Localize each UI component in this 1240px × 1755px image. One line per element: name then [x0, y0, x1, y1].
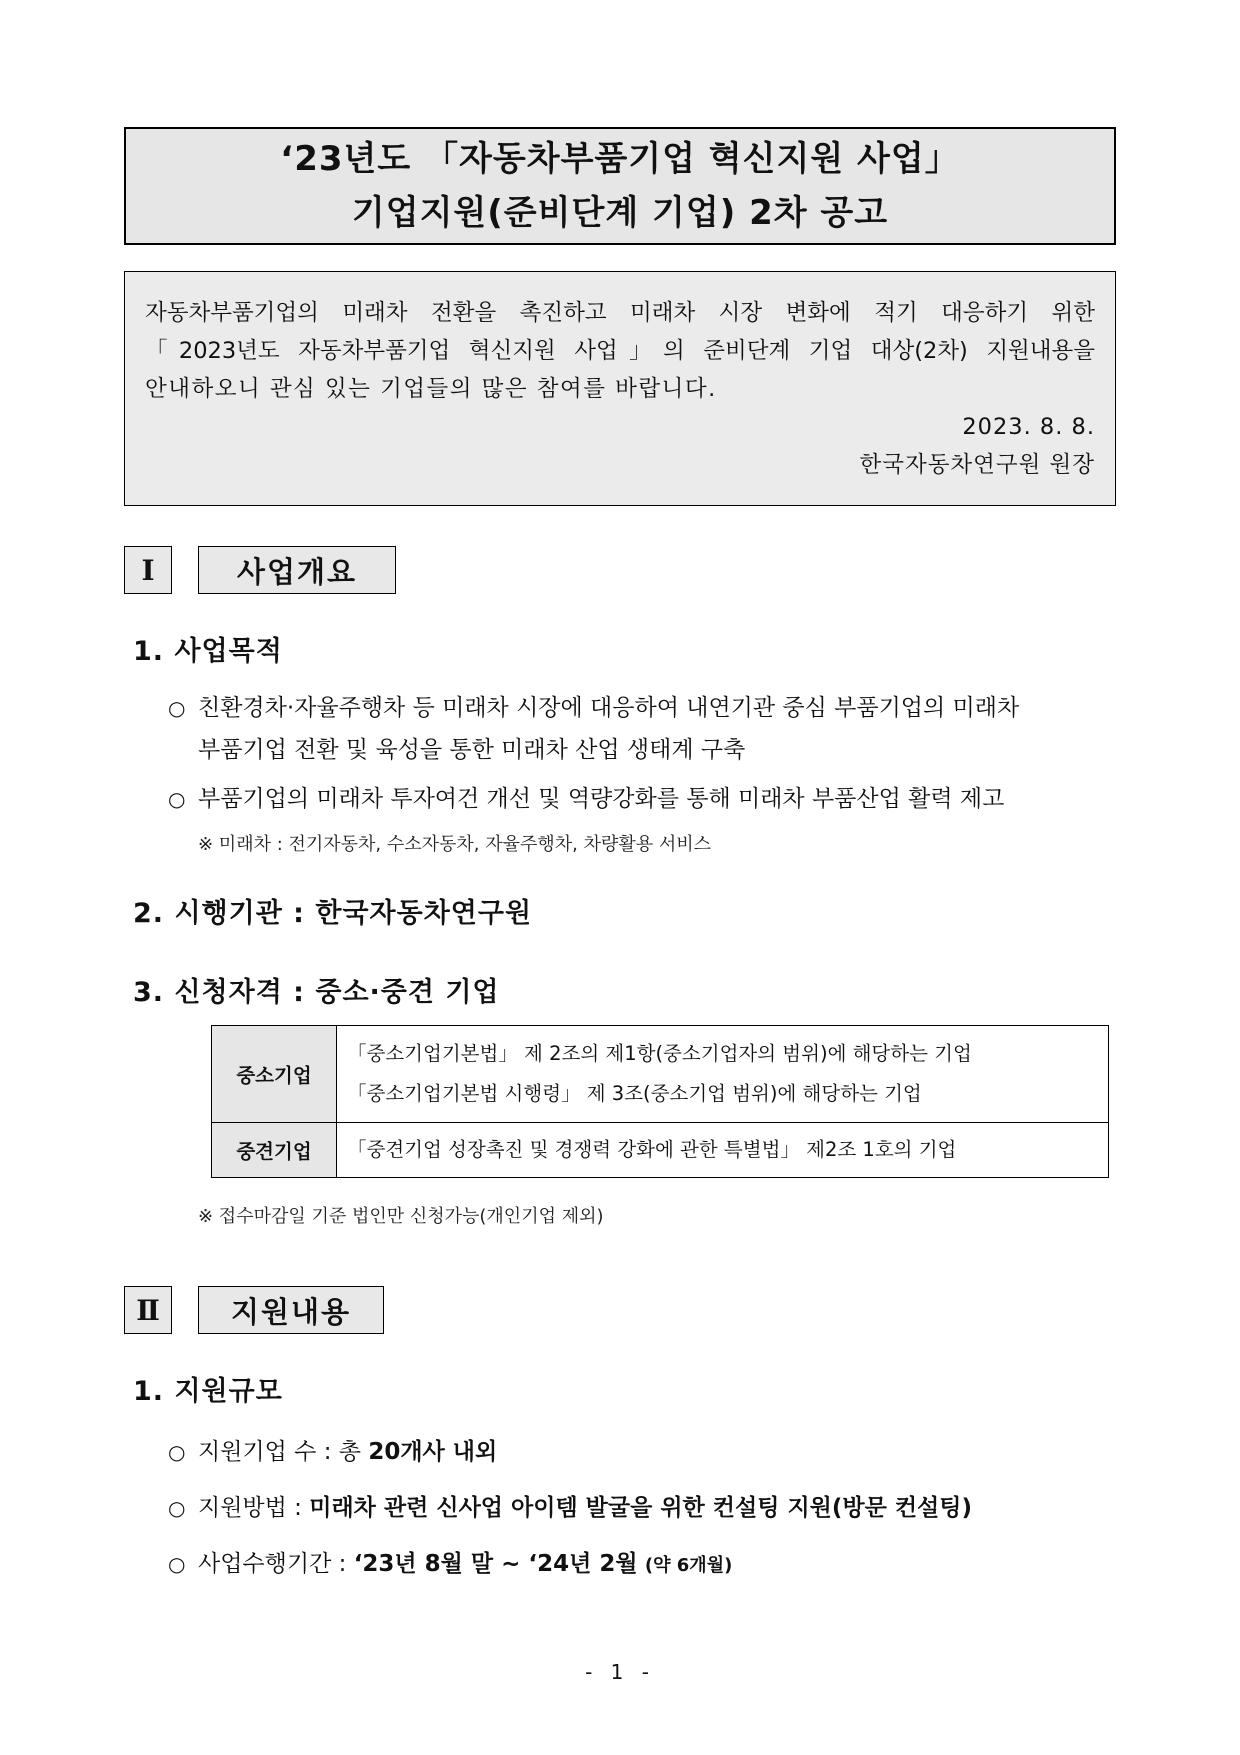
eligibility-desc-midsize [337, 1123, 1109, 1178]
document-title-box [124, 127, 1116, 245]
eligibility-type-sme: 중소기업 [212, 1026, 337, 1123]
purpose-bullet-1 [168, 688, 1019, 728]
eligibility-sme-line-2: 「중소기업기본법 시행령」 제 3조(중소기업 범위)에 해당하는 기업 [347, 1082, 922, 1105]
agency-heading: 2. 시행기관 : 한국자동차연구원 [133, 898, 533, 929]
purpose-bullet-2 [168, 779, 1004, 819]
table-row [212, 1123, 1109, 1178]
support-item-3-value: ‘23년 8월 말 ~ ‘24년 2월 [353, 1551, 638, 1577]
support-item-2-label: 지원방법 : [198, 1495, 310, 1521]
purpose-bullet-2-line-1: 부품기업의 미래차 투자여건 개선 및 역량강화를 통해 미래차 부품산업 활력 제고 [198, 786, 1005, 812]
section-2-title: 지원내용 [198, 1286, 384, 1334]
support-item-1-label: 지원기업 수 : 총 [198, 1439, 369, 1465]
bullet-circle-icon: ○ [168, 787, 186, 811]
document-title-line-1: ‘23년도 「자동차부품기업 혁신지원 사업」 [280, 139, 960, 179]
eligibility-note: ※ 접수마감일 기준 법인만 신청가능(개인기업 제외) [198, 1206, 604, 1227]
purpose-note: ※ 미래차 : 전기자동차, 수소자동차, 자율주행차, 차량활용 서비스 [198, 834, 712, 855]
support-item-3-label: 사업수행기간 : [198, 1551, 354, 1577]
notice-issuer: 한국자동차연구원 원장 [859, 452, 1095, 478]
support-item-3 [168, 1544, 732, 1586]
bullet-circle-icon: ○ [168, 1552, 186, 1576]
scale-heading: 1. 지원규모 [133, 1376, 283, 1407]
section-1-title: 사업개요 [198, 546, 396, 594]
notice-line-1: 자동차부품기업의 미래차 전환을 촉진하고 미래차 시장 변화에 적기 대응하기 위한 [145, 300, 1095, 326]
support-item-3-suffix: (약 6개월) [644, 1555, 733, 1576]
support-item-2 [168, 1488, 972, 1528]
bullet-circle-icon: ○ [168, 696, 186, 720]
purpose-bullet-1-line-1: 친환경차·자율주행차 등 미래차 시장에 대응하여 내연기관 중심 부품기업의 미래차 [198, 695, 1020, 721]
eligibility-midsize-line-1: 「중견기업 성장촉진 및 경쟁력 강화에 관한 특별법」 제2조 1호의 기업 [347, 1138, 957, 1161]
bullet-circle-icon: ○ [168, 1440, 186, 1464]
bullet-circle-icon: ○ [168, 1496, 186, 1520]
section-1-number: Ⅰ [124, 546, 172, 594]
purpose-bullet-1-line-2: 부품기업 전환 및 육성을 통한 미래차 산업 생태계 구축 [198, 737, 746, 763]
eligibility-type-midsize: 중견기업 [212, 1123, 337, 1178]
eligibility-sme-line-1: 「중소기업기본법」 제 2조의 제1항(중소기업자의 범위)에 해당하는 기업 [347, 1042, 972, 1065]
support-item-1-value: 20개사 내외 [368, 1439, 498, 1465]
support-item-2-value: 미래차 관련 신사업 아이템 발굴을 위한 컨설팅 지원(방문 컨설팅) [309, 1495, 973, 1521]
section-2-number: Ⅱ [124, 1286, 172, 1334]
notice-line-3: 안내하오니 관심 있는 기업들의 많은 참여를 바랍니다. [145, 376, 717, 402]
support-item-1 [168, 1432, 497, 1472]
purpose-heading: 1. 사업목적 [133, 636, 283, 667]
document-title-line-2: 기업지원(준비단계 기업) 2차 공고 [351, 193, 889, 233]
eligibility-desc-sme [337, 1026, 1109, 1123]
eligibility-table [211, 1025, 1109, 1178]
notice-date: 2023. 8. 8. [962, 414, 1095, 440]
notice-line-2: 「2023년도 자동차부품기업 혁신지원 사업」의 준비단계 기업 대상(2차) 지원내용을 [145, 338, 1095, 364]
table-row [212, 1026, 1109, 1123]
eligibility-heading: 3. 신청자격 : 중소·중견 기업 [133, 977, 500, 1008]
notice-box [124, 271, 1116, 506]
page-number: - 1 - [585, 1660, 655, 1684]
